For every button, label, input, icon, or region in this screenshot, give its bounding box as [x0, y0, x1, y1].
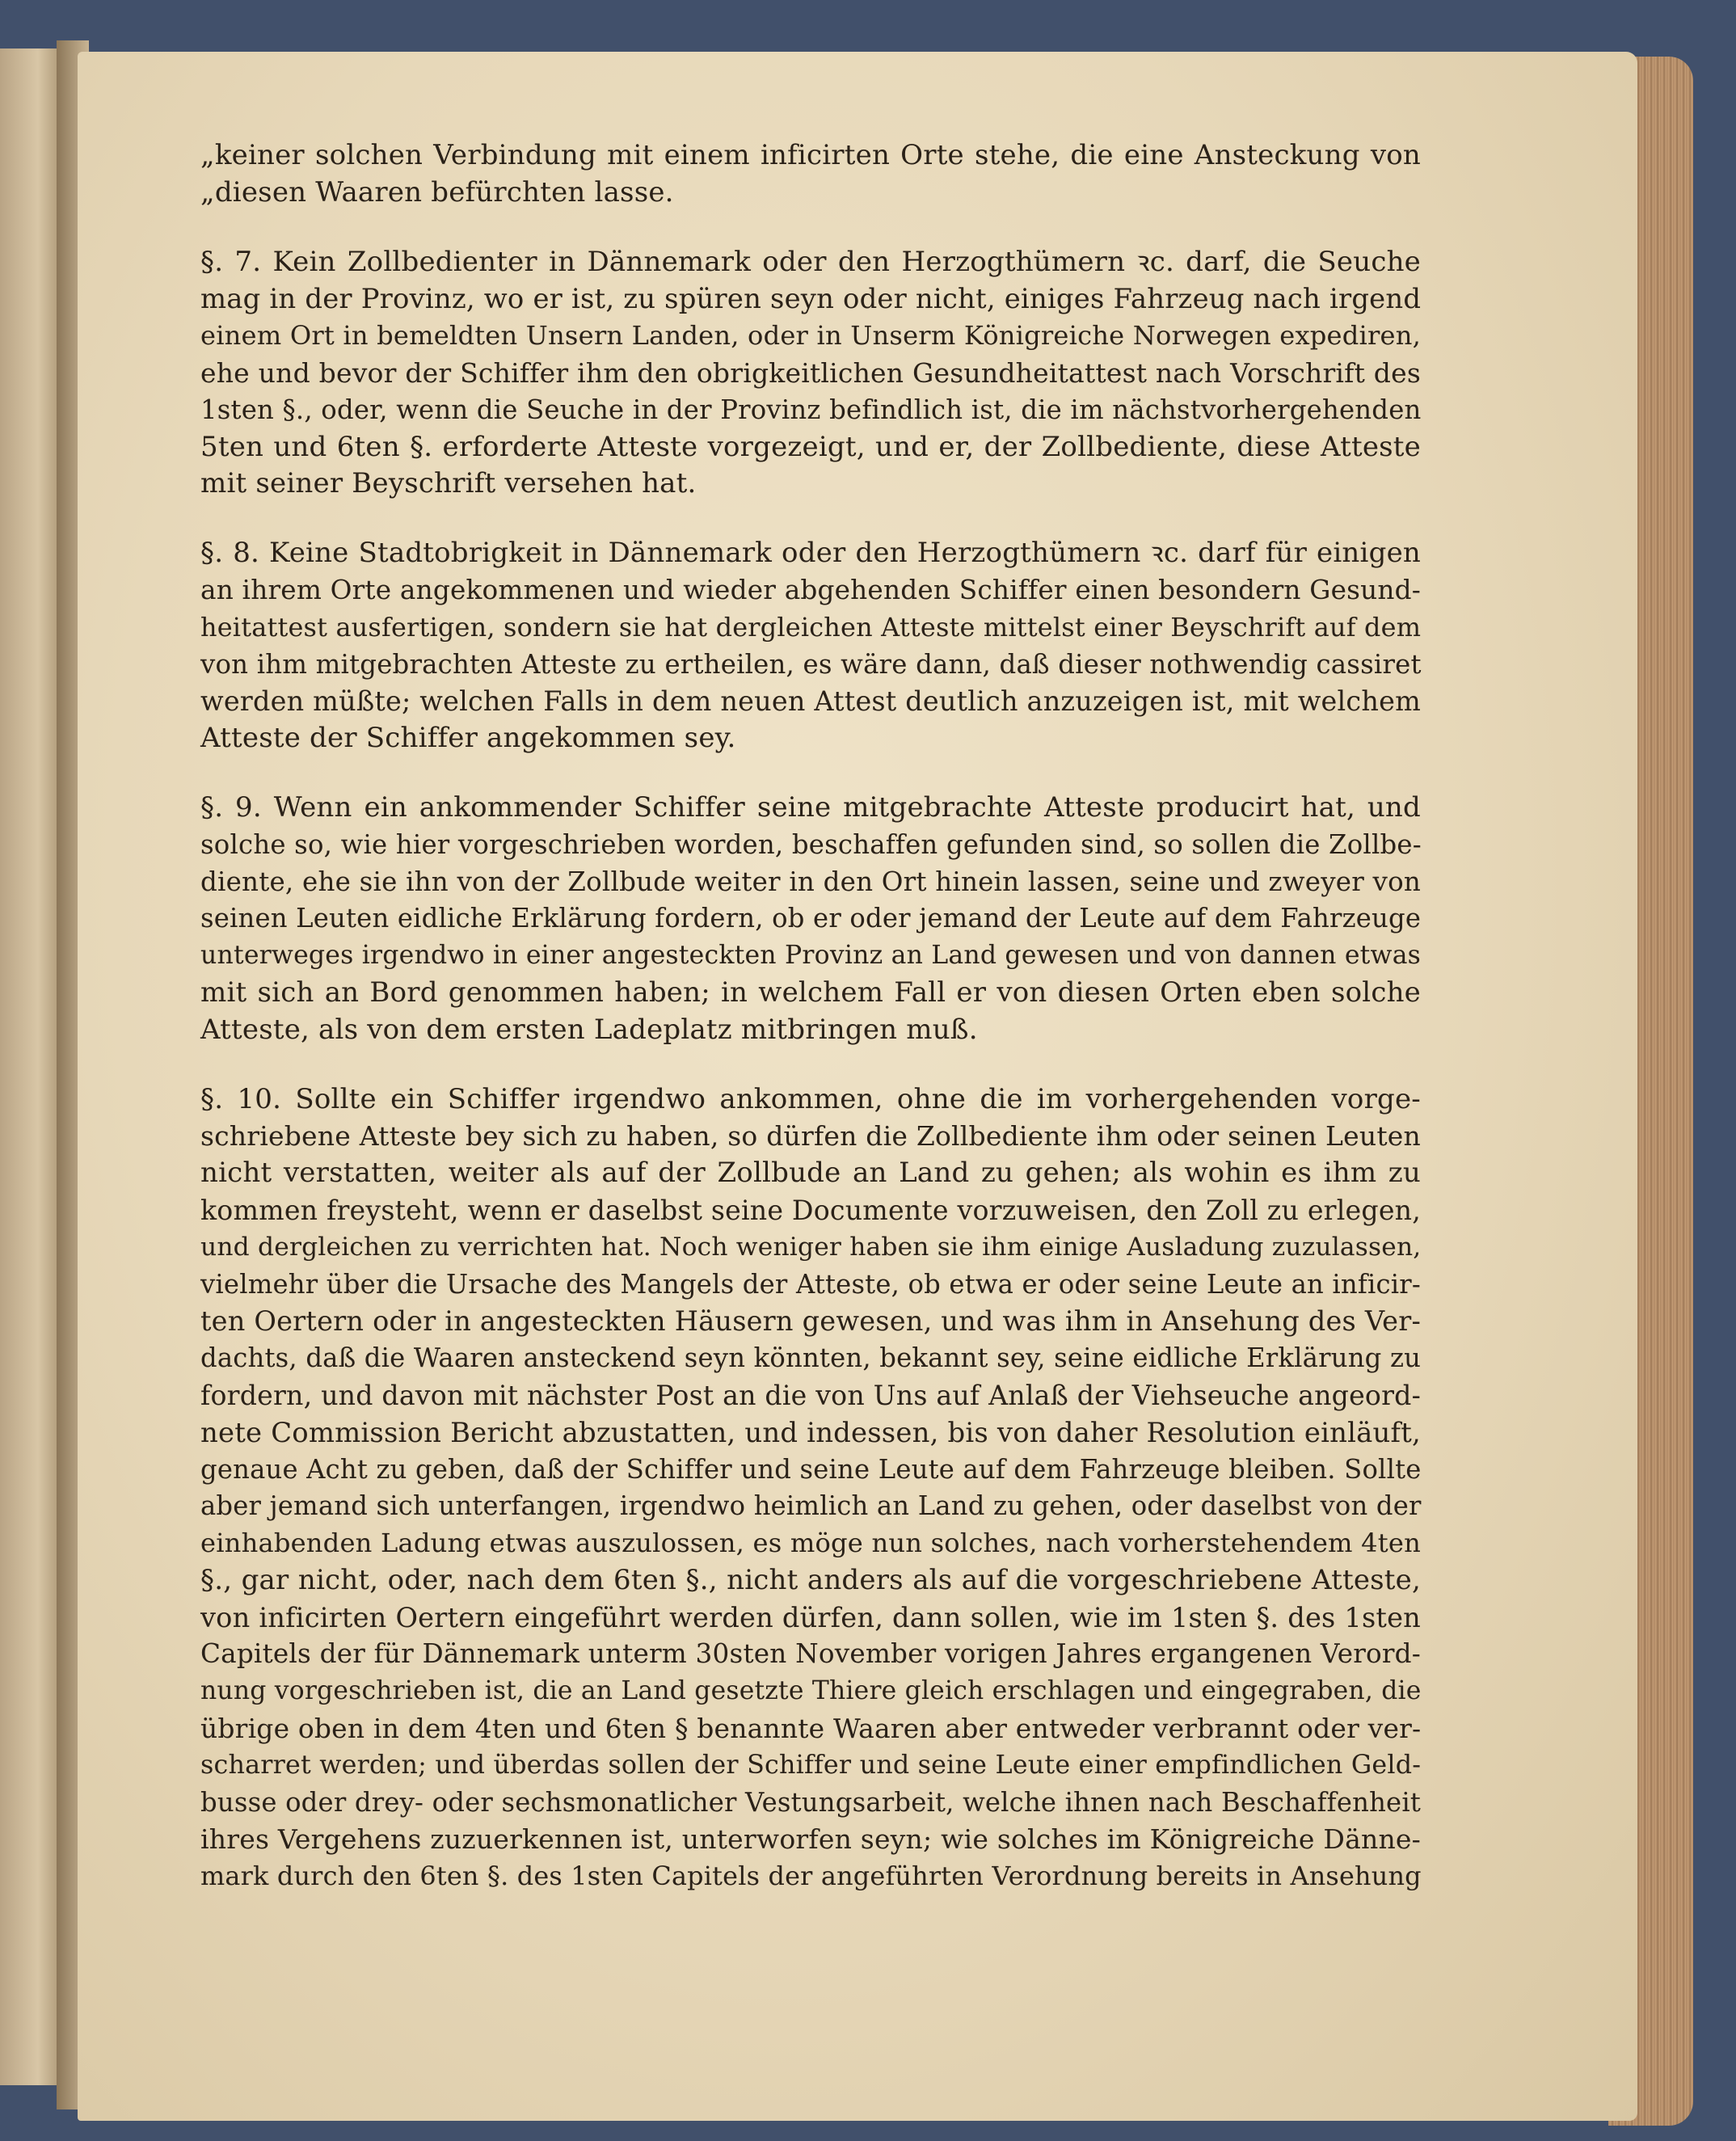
text-line: übrige oben in dem 4ten und 6ten § benannte Waaren aber entweder verbrannt oder ver- — [200, 1713, 1422, 1745]
text-line: ihres Vergehens zuzuerkennen ist, unterworfen seyn; wie solches im Königreiche Dänne- — [200, 1823, 1421, 1856]
document-text — [200, 137, 1421, 1895]
text-line: 1sten §., oder, wenn die Seuche in der Provinz befindlich ist, die im nächstvorhergehenden — [200, 394, 1422, 425]
text-line: mit sich an Bord genommen haben; in welchem Fall er von diesen Orten eben solche — [200, 976, 1421, 1009]
text-line: Atteste der Schiffer angekommen sey. — [200, 722, 736, 755]
text-line: §. 9. Wenn ein ankommender Schiffer seine mitgebrachte Atteste producirt hat, und — [200, 790, 1421, 824]
text-line: §., gar nicht, oder, nach dem 6ten §., nicht anders als auf die vorgeschriebene Atteste, — [200, 1563, 1421, 1596]
text-line: vielmehr über die Ursache des Mangels der Atteste, ob etwa er oder seine Leute an inficir- — [200, 1268, 1421, 1300]
text-line: dachts, daß die Waaren ansteckend seyn könnten, bekannt sey, seine eidliche Erklärung zu — [200, 1342, 1422, 1374]
text-line: schriebene Atteste bey sich zu haben, so dürfen die Zollbediente ihm oder seinen Leuten — [200, 1120, 1421, 1153]
text-line: an ihrem Orte angekommenen und wieder abgehenden Schiffer einen besondern Gesund- — [200, 574, 1421, 605]
text-line: „keiner solchen Verbindung mit einem inficirten Orte stehe, die eine Ansteckung von — [200, 139, 1421, 171]
text-line: genaue Acht zu geben, daß der Schiffer und seine Leute auf dem Fahrzeuge bleiben. Sollte — [200, 1453, 1422, 1485]
text-line: diente, ehe sie ihn von der Zollbude weiter in den Ort hinein lassen, seine und zweyer von — [200, 866, 1421, 897]
text-line: seinen Leuten eidliche Erklärung fordern, ob er oder jemand der Leute auf dem Fahrzeuge — [200, 903, 1422, 934]
text-line: §. 8. Keine Stadtobrigkeit in Dännemark oder den Herzogthümern ꝛc. darf für einigen — [200, 537, 1421, 570]
text-line: von ihm mitgebrachten Atteste zu ertheilen, es wäre dann, daß dieser nothwendig cassiret — [200, 648, 1422, 680]
text-line: Capitels der für Dännemark unterm 30sten November vorigen Jahres ergangenen Verord- — [200, 1638, 1421, 1670]
text-line: ehe und bevor der Schiffer ihm den obrigkeitlichen Gesundheitattest nach Vorschrift des — [200, 356, 1421, 389]
text-line: werden müßte; welchen Falls in dem neuen Attest deutlich anzuzeigen ist, mit welchem — [200, 685, 1421, 718]
text-line: busse oder drey- oder sechsmonatlicher Vestungsarbeit, welche ihnen nach Beschaffenheit — [200, 1786, 1421, 1818]
left-page-edge — [0, 48, 63, 2085]
text-line: fordern, und davon mit nächster Post an die von Uns auf Anlaß der Viehseuche angeord- — [200, 1379, 1421, 1411]
paragraph-section-9 — [200, 790, 1421, 1049]
text-line: einhabenden Ladung etwas auszulossen, es möge nun solches, nach vorherstehendem 4ten — [200, 1528, 1421, 1559]
text-line: aber jemand sich unterfangen, irgendwo heimlich an Land zu gehen, oder daselbst von der — [200, 1490, 1422, 1522]
paragraph-quote-end — [200, 137, 1421, 212]
text-line: mit seiner Beyschrift versehen hat. — [200, 467, 697, 500]
text-line: von inficirten Oertern eingeführt werden dürfen, dann sollen, wie im 1sten §. des 1sten — [200, 1601, 1421, 1633]
text-line: §. 10. Sollte ein Schiffer irgendwo ankommen, ohne die im vorhergehenden vorge- — [200, 1082, 1421, 1115]
text-line: §. 7. Kein Zollbedienter in Dännemark oder den Herzogthümern ꝛc. darf, die Seuche — [200, 245, 1421, 278]
text-line: unterweges irgendwo in einer angesteckten Provinz an Land gewesen und von dannen etwas — [200, 941, 1422, 971]
text-line: „diesen Waaren befürchten lasse. — [200, 175, 674, 209]
text-line: solche so, wie hier vorgeschrieben worden, beschaffen gefunden sind, so sollen die Zollbe- — [200, 828, 1422, 860]
text-line: kommen freysteht, wenn er daselbst seine Documente vorzuweisen, den Zoll zu erlegen, — [200, 1194, 1421, 1226]
text-line: Atteste, als von dem ersten Ladeplatz mitbringen muß. — [200, 1013, 978, 1046]
text-line: nung vorgeschrieben ist, die an Land gesetzte Thiere gleich erschlagen und eingegraben, die — [200, 1676, 1422, 1706]
text-line: einem Ort in bemeldten Unsern Landen, oder in Unserm Königreiche Norwegen expediren, — [200, 320, 1421, 352]
text-line: nete Commission Bericht abzustatten, und indessen, bis von daher Resolution einläuft, — [200, 1416, 1421, 1448]
text-line: und dergleichen zu verrichten hat. Noch weniger haben sie ihm einige Ausladung zuzulassen, — [200, 1232, 1422, 1262]
text-line: scharret werden; und überdas sollen der Schiffer und seine Leute einer empfindlichen Geld- — [200, 1750, 1422, 1780]
paragraph-section-10 — [200, 1081, 1421, 1896]
paragraph-section-8 — [200, 535, 1421, 757]
text-line: mark durch den 6ten §. des 1sten Capitels der angeführten Verordnung bereits in Ansehung — [200, 1861, 1422, 1892]
text-line: mag in der Provinz, wo er ist, zu spüren seyn oder nicht, einiges Fahrzeug nach irgend — [200, 283, 1422, 315]
text-line: 5ten und 6ten §. erforderte Atteste vorgezeigt, und er, der Zollbediente, diese Atteste — [200, 430, 1421, 463]
text-line: heitattest ausfertigen, sondern sie hat dergleichen Atteste mittelst einer Beyschrift auf dem — [200, 611, 1422, 643]
paragraph-section-7 — [200, 244, 1421, 504]
text-line: nicht verstatten, weiter als auf der Zollbude an Land zu gehen; als wohin es ihm zu — [200, 1157, 1421, 1190]
text-line: ten Oertern oder in angesteckten Häusern gewesen, und was ihm in Ansehung des Ver- — [200, 1305, 1421, 1338]
